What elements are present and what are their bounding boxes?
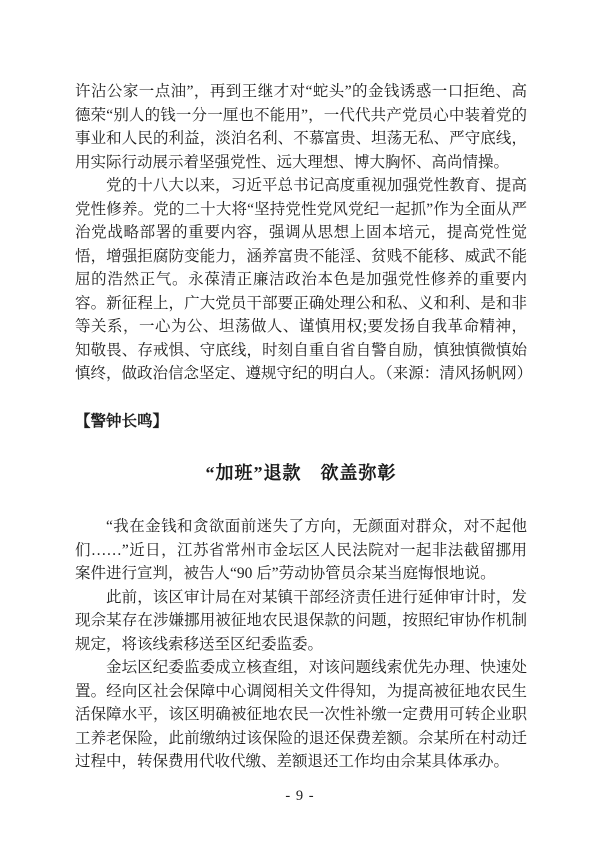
page-number: - 9 - [285, 788, 315, 804]
paragraph-case-quote: “我在金钱和贪欲面前迷失了方向，无颜面对群众，对不起他们……”近日，江苏省常州市金坛区人民法院对一起非法截留挪用案件进行宣判，被告人“90 后”劳动协管员佘某当庭悔恨地说。 [75, 518, 527, 582]
paragraph-audit-discovery: 此前，该区审计局在对某镇干部经济责任进行延伸审计时，发现佘某存在涉嫌挪用被征地农民退保款的问题，按照纪审协作机制规定，将该线索移送至区纪委监委。 [75, 588, 527, 653]
article-title: “加班”退款 欲盖弥彰 [205, 463, 397, 483]
paragraph-party-spirit: 党的十八大以来，习近平总书记高度重视加强党性教育、提高党性修养。党的二十大将“坚持党性党风党纪一起抓”作为全面从严治党战略部署的重要内容，强调从思想上固本培元，提高党性觉悟，增强拒腐防变能力，涵养富贵不能淫、贫贱不能移、威武不能屈的浩然正气。永葆清正廉洁政治本色是加强党性修养的重要内容。新征程上，广大党员干部要正确处理公和私、义和利、是和非等关系，一心为公、坦荡做人、谨慎用权;要发扬自我革命精神，知敬畏、存戒惧、守底线，时刻自重自省自警自励，慎独慎微慎始慎终，做政治信念坚定、遵规守纪的明白人。（来源：清风扬帆网） [75, 177, 533, 382]
section-header-alarm-bell: 【警钟长鸣】 [75, 412, 169, 430]
paragraph-continuation: 许沾公家一点油”，再到王继才对“蛇头”的金钱诱惑一口拒绝、高德荣“别人的钱一分一厘也不能用”，一代代共产党员心中装着党的事业和人民的利益，淡泊名利、不慕富贵、坦荡无私、严守底线，用实际行动展示着坚强党性、远大理想、博大胸怀、高尚情操。 [75, 83, 527, 171]
paragraph-investigation: 金坛区纪委监委成立核查组，对该问题线索优先办理、快速处置。经向区社会保障中心调阅相关文件得知，为提高被征地农民生活保障水平，该区明确被征地农民一次性补缴一定费用可转企业职工养老保险，此前缴纳过该保险的退还保费差额。佘某所在村动迁过程中，转保费用代收代缴、差额退还工作均由佘某具体承办。 [75, 659, 527, 770]
page-body [75, 80, 533, 774]
